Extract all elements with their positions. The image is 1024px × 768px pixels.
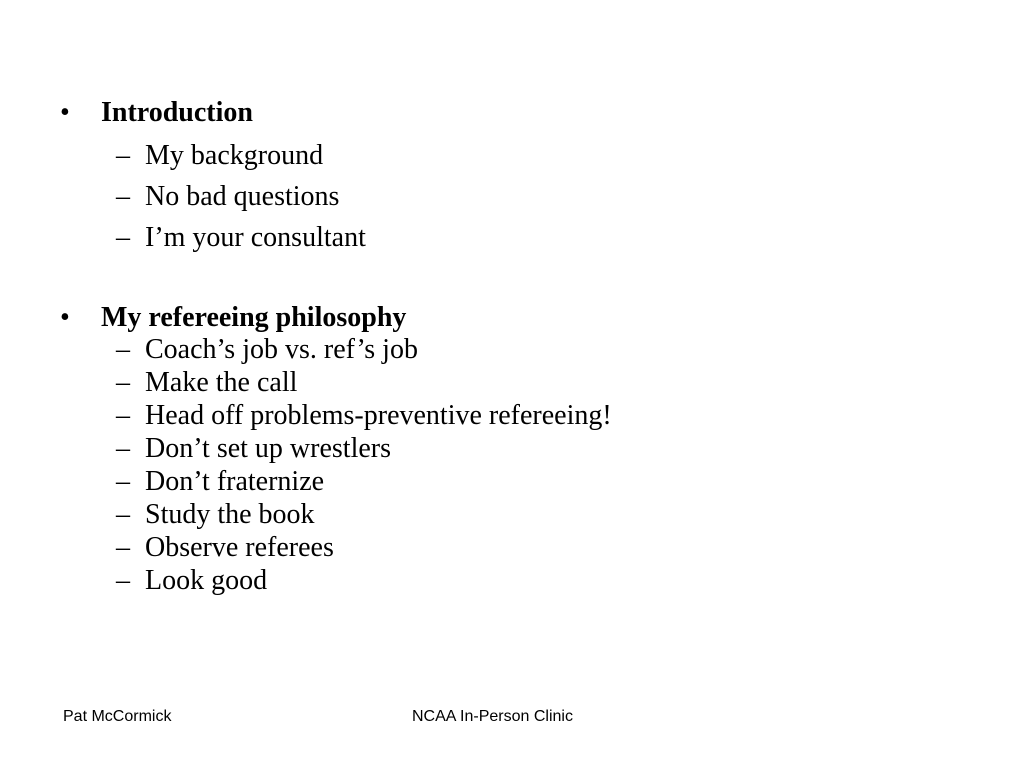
dash-icon: – <box>116 140 130 171</box>
list-item-text: Study the book <box>145 499 315 530</box>
list-item-text: No bad questions <box>145 181 340 212</box>
footer-author: Pat McCormick <box>63 708 172 725</box>
list-item <box>0 176 900 217</box>
section-heading: My refereeing philosophy <box>101 302 407 333</box>
sub-list <box>0 333 900 597</box>
list-item <box>0 564 900 597</box>
list-item-text: I’m your consultant <box>145 222 366 253</box>
dash-icon: – <box>116 466 130 497</box>
bullet-icon: • <box>60 97 70 128</box>
list-item-text: Don’t fraternize <box>145 466 325 497</box>
dash-icon: – <box>116 499 130 530</box>
dash-icon: – <box>116 334 130 365</box>
footer-event: NCAA In-Person Clinic <box>412 708 573 725</box>
section-philosophy <box>0 299 900 597</box>
list-item-text: Observe referees <box>145 532 334 563</box>
list-item <box>0 399 900 432</box>
dash-icon: – <box>116 222 130 253</box>
section-heading-row <box>0 299 900 337</box>
list-item <box>0 465 900 498</box>
list-item-text: Head off problems-preventive refereeing! <box>145 400 612 431</box>
section-heading-row <box>0 94 900 132</box>
list-item-text: My background <box>145 140 324 171</box>
list-item-text: Make the call <box>145 367 298 398</box>
list-item <box>0 531 900 564</box>
dash-icon: – <box>116 367 130 398</box>
list-item <box>0 217 900 258</box>
list-item <box>0 498 900 531</box>
bullet-icon: • <box>60 302 70 333</box>
dash-icon: – <box>116 565 130 596</box>
section-heading: Introduction <box>101 97 253 128</box>
list-item <box>0 135 900 176</box>
list-item-text: Don’t set up wrestlers <box>145 433 391 464</box>
list-item-text: Coach’s job vs. ref’s job <box>145 334 418 365</box>
list-item-text: Look good <box>145 565 268 596</box>
dash-icon: – <box>116 400 130 431</box>
list-item <box>0 432 900 465</box>
dash-icon: – <box>116 532 130 563</box>
dash-icon: – <box>116 433 130 464</box>
dash-icon: – <box>116 181 130 212</box>
list-item <box>0 333 900 366</box>
section-introduction <box>0 94 900 258</box>
list-item <box>0 366 900 399</box>
sub-list <box>0 135 900 258</box>
